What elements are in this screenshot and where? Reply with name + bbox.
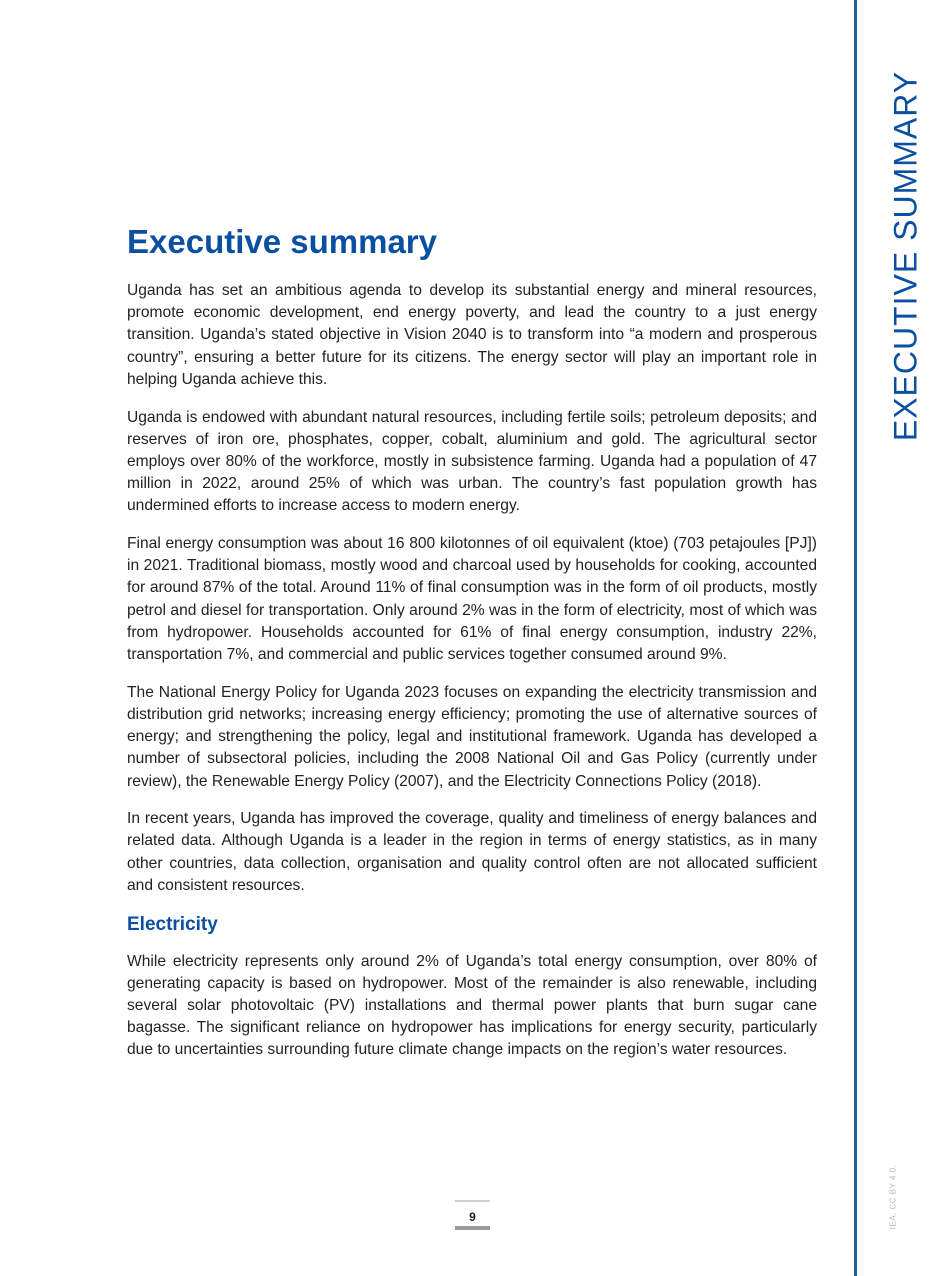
page-body <box>127 222 817 1077</box>
page-title: Executive summary <box>127 223 438 260</box>
paragraph-electricity: While electricity represents only around 2% of Uganda’s total energy consumption, over 80% of generating capacity is based on hydropower. Most of the remainder is also renewable, including several solar photovoltaic (PV) installations and thermal power plants that burn sugar cane bagasse. The significant reliance on hydropower has implications for energy security, particularly due to uncertainties surrounding future climate change impacts on the region’s water resources. <box>127 952 817 1059</box>
section-tab-title: EXECUTIVE SUMMARY <box>887 70 924 442</box>
paragraph-intro: Uganda has set an ambitious agenda to develop its substantial energy and mineral resources, promote economic development, end energy poverty, and lead the country to a just energy transition. Uganda’s stated objective in Vision 2040 is to transform into “a modern and prosperous country”, ensuring a better future for its citizens. The energy sector will play an important role in helping Uganda achieve this. <box>127 282 817 388</box>
page-number: 9 <box>455 1200 490 1230</box>
sidebar-divider <box>854 0 857 1276</box>
paragraph-resources: Uganda is endowed with abundant natural resources, including fertile soils; petroleum deposits; and reserves of iron ore, phosphates, copper, cobalt, aluminium and gold. The agricultural sector employs over 80% of the workforce, mostly in subsistence farming. Uganda had a population of 47 million in 2022, around 25% of which was urban. The country’s fast population growth has undermined efforts to increase access to modern energy. <box>127 408 817 515</box>
paragraph-policy: The National Energy Policy for Uganda 2023 focuses on expanding the electricity transmission and distribution grid networks; increasing energy efficiency; promoting the use of alternative sources of energy; and strengthening the policy, legal and institutional framework. Uganda has developed a number of subsectoral policies, including the 2008 National Oil and Gas Policy (currently under review), the Renewable Energy Policy (2007), and the Electricity Connections Policy (2018). <box>127 683 817 790</box>
paragraph-data: In recent years, Uganda has improved the coverage, quality and timeliness of energy balances and related data. Although Uganda is a leader in the region in terms of energy statistics, as in many other countries, data collection, organisation and quality control often are not allocated sufficient and consistent resources. <box>127 810 817 894</box>
license-note: IEA. CC BY 4.0. <box>888 1164 898 1230</box>
paragraph-consumption: Final energy consumption was about 16 800 kilotonnes of oil equivalent (ktoe) (703 petajoules [PJ]) in 2021. Traditional biomass, mostly wood and charcoal used by households for cooking, accounted for around 87% of the total. Around 11% of final consumption was in the form of oil products, mostly petrol and diesel for transportation. Only around 2% was in the form of electricity, most of which was from hydropower. Households accounted for 61% of final energy consumption, industry 22%, transportation 7%, and commercial and public services together consumed around 9%. <box>127 535 817 664</box>
section-heading-electricity: Electricity <box>127 913 218 935</box>
